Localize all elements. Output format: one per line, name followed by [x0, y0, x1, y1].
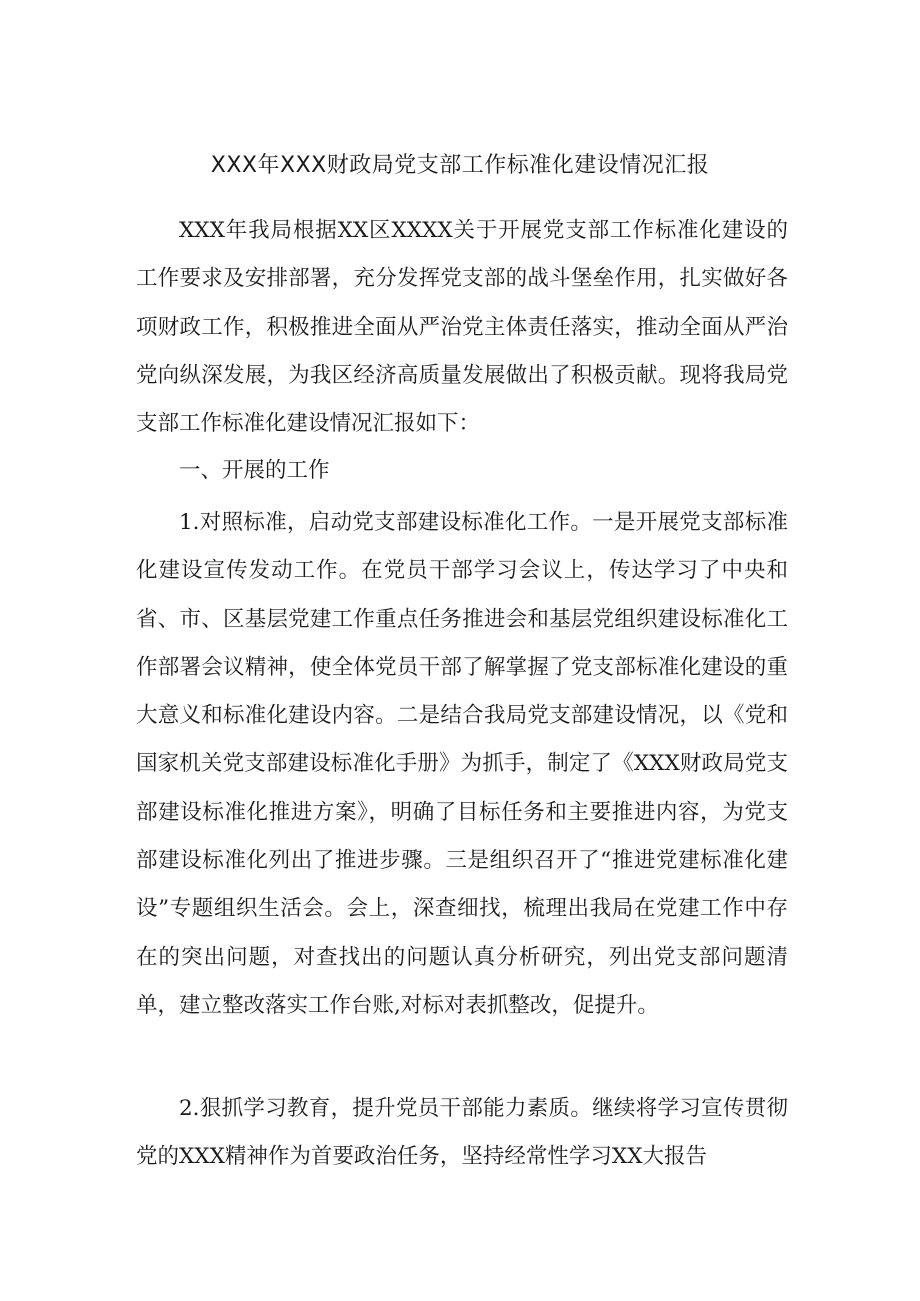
section-heading: 一、开展的工作 — [179, 458, 330, 483]
document-title: XXX年XXX财政局党支部工作标准化建设情况汇报 — [210, 153, 710, 178]
item-1-paragraph: 1.对照标准，启动党支部建设标准化工作。一是开展党支部标准化建设宣传发动工作。在党员干部学习会议上，传达学习了中央和省、市、区基层党建工作重点任务推进会和基层党组织建设标准化工作部署会议精神，使全体党员干部了解掌握了党支部标准化建设的重大意义和标准化建设内容。二是结合我局党支部建设情况，以《党和国家机关党支部建设标准化手册》为抓手，制定了《XXX财政局党支部建设标准化推进方案》，明确了目标任务和主要推进内容，为党支部建设标准化列出了推进步骤。三是组织召开了“推进党建标准化建设”专题组织生活会。会上，深查细找，梳理出我局在党建工作中存在的突出问题，对查找出的问题认真分析研究，列出党支部问题清单，建立整改落实工作台账,对标对表抓整改，促提升。 — [136, 510, 788, 1018]
item-2-paragraph: 2.狠抓学习教育，提升党员干部能力素质。继续将学习宣传贯彻党的XXX精神作为首要政治任务，坚持经常性学习XX大报告 — [136, 1096, 788, 1170]
intro-paragraph: XXX年我局根据XX区XXXX关于开展党支部工作标准化建设的工作要求及安排部署，充分发挥党支部的战斗堡垒作用，扎实做好各项财政工作，积极推进全面从严治党主体责任落实，推动全面从严治党向纵深发展，为我区经济高质量发展做出了积极贡献。现将我局党支部工作标准化建设情况汇报如下： — [136, 218, 788, 437]
